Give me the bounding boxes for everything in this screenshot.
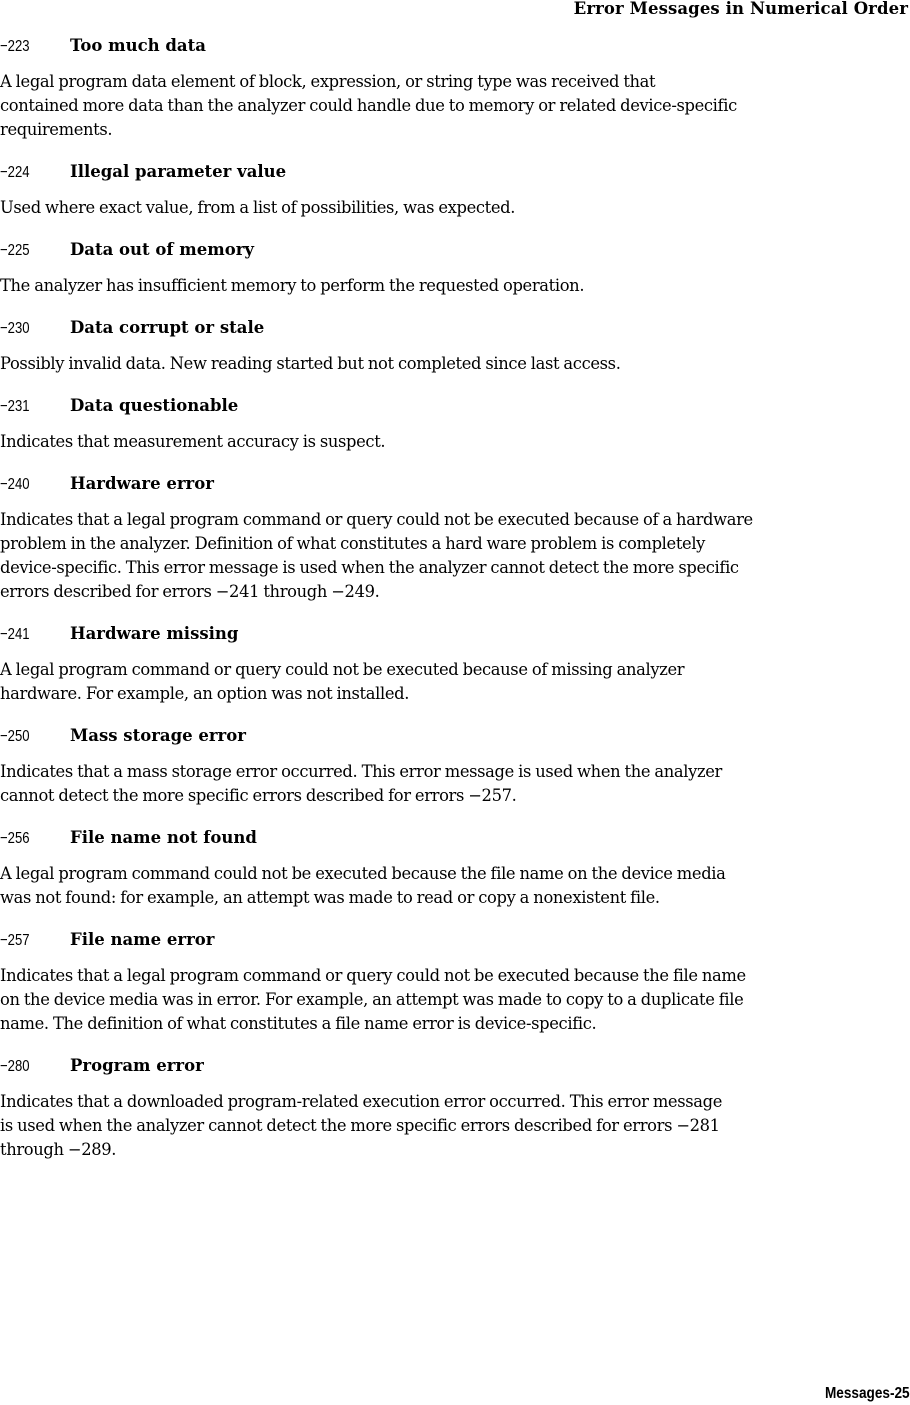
error-entry-heading xyxy=(0,240,910,264)
error-message-list xyxy=(0,36,910,1182)
error-title: Illegal parameter value xyxy=(70,162,287,181)
error-entry-heading xyxy=(0,318,910,342)
description-line: cannot detect the more specific errors described for errors −257. xyxy=(0,786,517,805)
error-entry-heading xyxy=(0,828,910,852)
error-entry xyxy=(0,624,910,706)
error-code: −250 xyxy=(0,728,30,745)
error-description xyxy=(0,508,910,604)
description-line: Possibly invalid data. New reading started but not completed since last access. xyxy=(0,354,621,373)
error-description xyxy=(0,760,910,808)
error-code: −256 xyxy=(0,830,30,847)
description-line: Indicates that a legal program command or query could not be executed because of a hardware xyxy=(0,510,753,529)
error-entry xyxy=(0,474,910,604)
error-entry xyxy=(0,162,910,220)
error-code: −225 xyxy=(0,242,30,259)
error-code: −240 xyxy=(0,476,30,493)
error-code: −241 xyxy=(0,626,30,643)
error-code: −223 xyxy=(0,38,30,55)
error-entry-heading xyxy=(0,930,910,954)
description-line: A legal program command could not be executed because the file name on the device media xyxy=(0,864,726,883)
error-entry-heading xyxy=(0,1056,910,1080)
description-line: A legal program data element of block, expression, or string type was received that xyxy=(0,72,656,91)
error-entry xyxy=(0,930,910,1036)
description-line: requirements. xyxy=(0,120,113,139)
page-number: Messages-25 xyxy=(825,1385,910,1402)
description-line: on the device media was in error. For example, an attempt was made to copy to a duplicate file xyxy=(0,990,744,1009)
error-description xyxy=(0,70,910,142)
error-code: −257 xyxy=(0,932,30,949)
description-line: A legal program command or query could not be executed because of missing analyzer xyxy=(0,660,685,679)
description-line: problem in the analyzer. Definition of what constitutes a hard ware problem is completely xyxy=(0,534,706,553)
error-entry xyxy=(0,240,910,298)
error-entry-heading xyxy=(0,726,910,750)
description-line: contained more data than the analyzer could handle due to memory or related device-specific xyxy=(0,96,737,115)
error-entry xyxy=(0,726,910,808)
description-line: is used when the analyzer cannot detect the more specific errors described for errors −281 xyxy=(0,1116,720,1135)
error-entry-heading xyxy=(0,396,910,420)
error-entry xyxy=(0,1056,910,1162)
description-line: through −289. xyxy=(0,1140,117,1159)
description-line: errors described for errors −241 through −249. xyxy=(0,582,380,601)
error-title: Too much data xyxy=(70,36,206,55)
description-line: name. The definition of what constitutes a file name error is device-specific. xyxy=(0,1014,597,1033)
description-line: Indicates that a legal program command or query could not be executed because the file name xyxy=(0,966,746,985)
description-line: Used where exact value, from a list of possibilities, was expected. xyxy=(0,198,516,217)
error-description xyxy=(0,430,910,454)
description-line: The analyzer has insufficient memory to perform the requested operation. xyxy=(0,276,585,295)
error-entry xyxy=(0,36,910,142)
error-entry-heading xyxy=(0,624,910,648)
description-line: Indicates that a mass storage error occurred. This error message is used when the analyzer xyxy=(0,762,722,781)
error-description xyxy=(0,352,910,376)
error-title: Mass storage error xyxy=(70,726,246,745)
error-code: −224 xyxy=(0,164,30,181)
description-line: hardware. For example, an option was not installed. xyxy=(0,684,410,703)
error-description xyxy=(0,274,910,298)
description-line: Indicates that measurement accuracy is suspect. xyxy=(0,432,386,451)
running-head: Error Messages in Numerical Order xyxy=(573,0,908,18)
error-title: Program error xyxy=(70,1056,204,1075)
error-entry xyxy=(0,828,910,910)
error-code: −230 xyxy=(0,320,30,337)
error-entry-heading xyxy=(0,474,910,498)
error-title: Data out of memory xyxy=(70,240,254,259)
error-entry-heading xyxy=(0,162,910,186)
error-entry xyxy=(0,396,910,454)
description-line: Indicates that a downloaded program-related execution error occurred. This error message xyxy=(0,1092,723,1111)
error-description xyxy=(0,196,910,220)
error-title: File name error xyxy=(70,930,215,949)
error-entry-heading xyxy=(0,36,910,60)
error-entry xyxy=(0,318,910,376)
error-code: −280 xyxy=(0,1058,30,1075)
error-description xyxy=(0,862,910,910)
error-title: Hardware error xyxy=(70,474,214,493)
error-title: Data questionable xyxy=(70,396,239,415)
error-description xyxy=(0,1090,910,1162)
description-line: was not found: for example, an attempt was made to read or copy a nonexistent file. xyxy=(0,888,660,907)
error-description xyxy=(0,658,910,706)
description-line: device-specific. This error message is used when the analyzer cannot detect the more specific xyxy=(0,558,739,577)
error-title: Data corrupt or stale xyxy=(70,318,265,337)
error-title: File name not found xyxy=(70,828,257,847)
error-description xyxy=(0,964,910,1036)
error-code: −231 xyxy=(0,398,30,415)
error-title: Hardware missing xyxy=(70,624,239,643)
